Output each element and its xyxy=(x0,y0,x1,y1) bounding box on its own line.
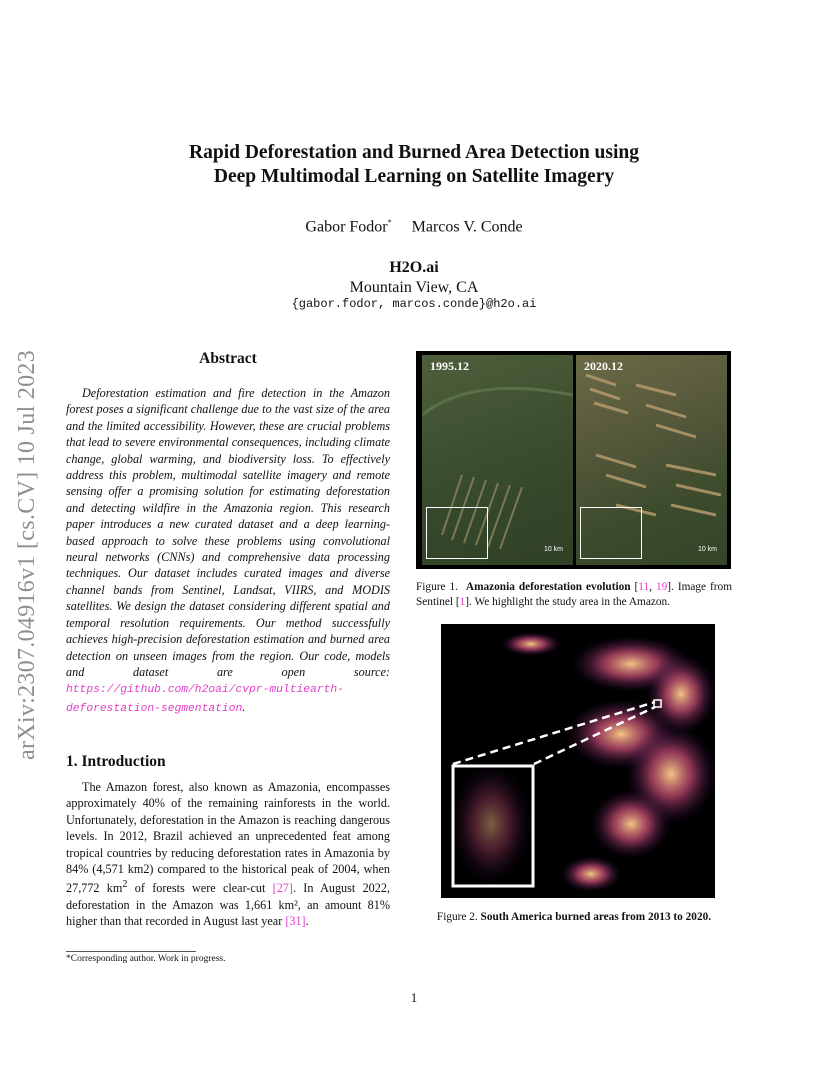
citation-link[interactable]: 1 xyxy=(459,596,466,608)
figure-2-caption-prefix: Figure 2. xyxy=(436,911,478,923)
intro-text-4: . xyxy=(305,914,309,929)
abstract-text: Deforestation estimation and fire detection in the Amazon forest poses a significant challenge due to the vast size of the area and the limited accessibility. However, these are crucial problems that lead to severe environmental consequences, including climate change, global warming, and biodiversity loss. To effectively address this problem, multimodal satellite imagery and remote sensing offer a promising solution for estimating deforestation and detecting wildfire in the Amazonia region. This research paper introduces a new curated dataset and a deep learning-based approach to solve these problems using convolutional neural networks (CNNs) and comprehensive data processing techniques. Our dataset includes curated images and diverse channel bands from Sentinel, Landsat, VIIRS, and MODIS satellites. We design the dataset considering different spatial and temporal resolution requirements. Our method successfully achieves high-precision deforestation estimation and burned area detection on unseen images from the region. Our code, models and dataset are open source: xyxy=(66,386,390,679)
paper-title xyxy=(0,141,828,189)
affiliation xyxy=(0,258,828,298)
author-list xyxy=(0,218,828,236)
title-line-2: Deep Multimodal Learning on Satellite Imagery xyxy=(213,166,615,187)
abstract-heading: Abstract xyxy=(199,350,257,367)
title-line-1: Rapid Deforestation and Burned Area Detection using xyxy=(189,142,639,163)
intro-text-2: of forests were clear-cut xyxy=(127,881,273,896)
scale-bar-left: 10 km xyxy=(543,546,563,553)
figure-1-caption-end: . We highlight the study area in the Amazon. xyxy=(469,596,670,608)
scale-bar-right: 10 km xyxy=(697,546,717,553)
satellite-image-1995 xyxy=(422,355,573,565)
abstract-end: . xyxy=(242,699,246,714)
author-1: Gabor Fodor xyxy=(305,218,388,236)
abstract-body xyxy=(66,385,390,717)
footnote-rule xyxy=(66,951,196,952)
figure-1-label-right: 2020.12 xyxy=(584,359,623,373)
figure-1-caption: Figure 1. Amazonia deforestation evolution [11, 19]. Image from Sentinel [1]. We highlight the study area in the Amazon. xyxy=(416,581,732,608)
citation-link[interactable]: [27] xyxy=(272,881,293,896)
figure-1-caption-mid: . Image from Sentinel xyxy=(416,581,732,608)
burned-area-map xyxy=(441,624,715,898)
intro-text-1: The Amazon forest, also known as Amazonia, encompasses approximately 40% of the remaining rainforests in the world. Unfortunately, deforestation in the Amazon is reaching dangerous levels. In 2012, Brazil achieved an unprecedented feat among tropical countries by reducing deforestation rates in Amazonia by 84% (4,571 km2) compared to the historical peak of 2004, when 27,772 km xyxy=(66,780,390,896)
author-2: Marcos V. Conde xyxy=(411,218,523,236)
page-number: 1 xyxy=(410,990,418,1005)
figure-1-caption-bold: Amazonia deforestation evolution xyxy=(465,581,631,593)
citation-link[interactable]: 11 xyxy=(638,581,650,593)
satellite-image-2020 xyxy=(576,355,727,565)
citation-link[interactable]: 19 xyxy=(655,581,668,593)
code-link[interactable]: https://github.com/h2oai/cvpr-multiearth-deforestation-segmentation xyxy=(66,684,344,715)
figure-2-caption xyxy=(416,911,732,923)
author-1-mark: * xyxy=(387,218,392,227)
introduction-body xyxy=(66,779,390,930)
affiliation-org: H2O.ai xyxy=(389,259,439,276)
citation-link[interactable]: [31] xyxy=(285,914,306,929)
author-emails: {gabor.fodor, marcos.conde}@h2o.ai xyxy=(291,297,537,311)
figure-1-caption-prefix: Figure 1. xyxy=(416,581,458,593)
figure-1-image xyxy=(416,351,731,569)
study-area-inset-right xyxy=(580,507,642,559)
figure-1-label-left: 1995.12 xyxy=(430,359,469,373)
footnote: *Corresponding author. Work in progress. xyxy=(66,954,226,964)
arxiv-identifier: arXiv:2307.04916v1 [cs.CV] 10 Jul 2023 xyxy=(14,349,40,760)
intro-superscript: 2 xyxy=(122,879,128,891)
intro-text-3: . In August 2022, deforestation in the Amazon was 1,661 km², an amount 81% higher than that recorded in August last year xyxy=(66,881,390,929)
affiliation-location: Mountain View, CA xyxy=(349,279,479,296)
figure-2-image xyxy=(441,624,715,898)
section-heading-introduction: 1. Introduction xyxy=(66,753,166,770)
figure-2-caption-bold: South America burned areas from 2013 to 2020. xyxy=(480,911,712,923)
study-area-inset-left xyxy=(426,507,488,559)
